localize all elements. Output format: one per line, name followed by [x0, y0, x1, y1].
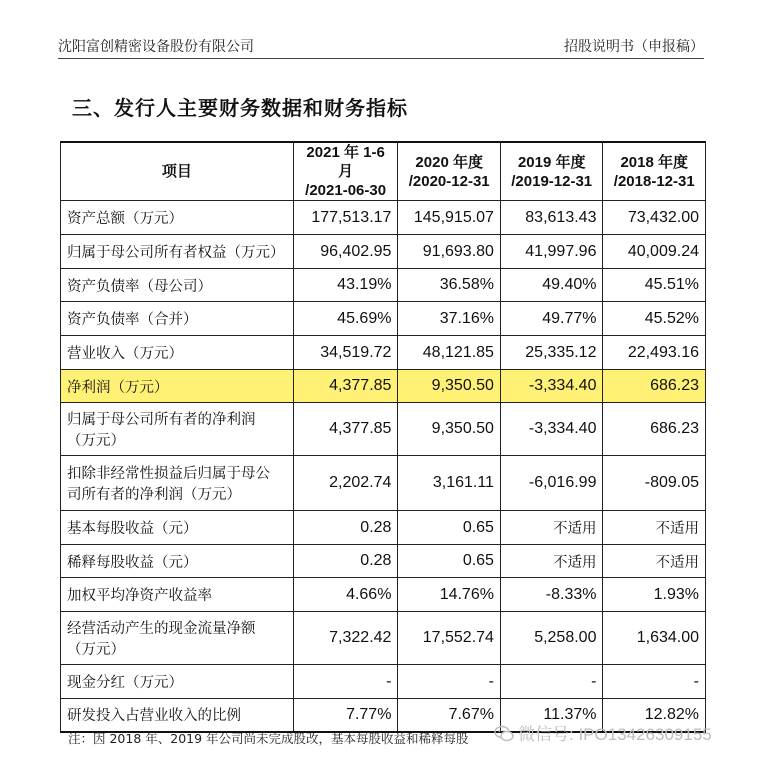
row-value: 0.28 — [293, 511, 398, 545]
header-line: 2018 年度 — [620, 153, 688, 171]
row-value: 41,997.96 — [500, 235, 603, 269]
row-label-line: 营业收入（万元） — [67, 346, 183, 362]
row-label-line: 加权平均净资产收益率 — [67, 588, 212, 604]
row-value: - — [398, 665, 501, 699]
header-item — [61, 142, 294, 201]
row-value: 5,258.00 — [500, 612, 603, 665]
row-value: 22,493.16 — [603, 336, 706, 370]
row-value: 1,634.00 — [603, 612, 706, 665]
row-label-line: 现金分红（万元） — [67, 675, 183, 691]
financial-data-table — [60, 141, 706, 733]
row-value: 34,519.72 — [293, 336, 398, 370]
row-value: 0.65 — [398, 545, 501, 578]
table-row — [61, 578, 706, 612]
row-value: 37.16% — [398, 302, 501, 336]
wechat-icon — [494, 725, 514, 743]
header-line: /2021-06-30 — [305, 182, 387, 199]
row-label — [61, 201, 294, 235]
header-line: /2019-12-31 — [511, 172, 593, 190]
row-value: -809.05 — [603, 456, 706, 511]
row-value: 83,613.43 — [500, 201, 603, 235]
row-label — [61, 336, 294, 370]
row-value: 49.40% — [500, 269, 603, 302]
row-label-line: 经营活动产生的现金流量净额 — [67, 621, 256, 637]
table-header-row — [61, 142, 706, 201]
row-value: 7.77% — [293, 699, 398, 732]
table-row — [61, 269, 706, 302]
row-value: 不适用 — [603, 545, 706, 578]
row-value: - — [500, 665, 603, 699]
table-row — [61, 511, 706, 545]
row-value: 49.77% — [500, 302, 603, 336]
row-label-line: 稀释每股收益（元） — [67, 554, 198, 571]
row-value: 25,335.12 — [500, 336, 603, 370]
row-label — [61, 370, 294, 403]
watermark-text: 微信号: IPO13426309155 — [518, 725, 712, 744]
row-value: 48,121.85 — [398, 336, 501, 370]
row-label — [61, 612, 294, 665]
row-label-line: 司所有者的净利润（万元） — [67, 487, 241, 503]
table-row — [61, 545, 706, 578]
row-label — [61, 302, 294, 336]
row-value: -8.33% — [500, 578, 603, 612]
row-value: 7.67% — [398, 699, 501, 732]
row-value: 36.58% — [398, 269, 501, 302]
header-period-3 — [500, 142, 603, 201]
header-period-2 — [398, 142, 501, 201]
row-value: 9,350.50 — [398, 370, 501, 403]
row-label — [61, 456, 294, 511]
table-row — [61, 235, 706, 269]
document-type: 招股说明书（申报稿） — [564, 39, 704, 55]
row-label-line: 资产负债率（合并） — [67, 312, 198, 328]
footnote: 注：因 2018 年、2019 年公司尚未完成股改，基本每股收益和稀释每股 — [68, 731, 469, 746]
row-value: 686.23 — [603, 403, 706, 456]
table-row — [61, 201, 706, 235]
header-period-1 — [293, 142, 398, 201]
header-line: 2019 年度 — [517, 153, 586, 171]
row-value: 7,322.42 — [293, 612, 398, 665]
row-label-line: 基本每股收益（元） — [67, 521, 198, 537]
table-row — [61, 336, 706, 370]
row-value: 12.82% — [603, 699, 706, 732]
row-value: 0.65 — [398, 511, 501, 545]
row-value: 4,377.85 — [293, 403, 398, 456]
row-value: -3,334.40 — [500, 370, 603, 403]
table-row — [61, 370, 706, 403]
row-value: -6,016.99 — [500, 456, 603, 511]
row-value: 不适用 — [603, 511, 706, 545]
page-header — [58, 34, 704, 56]
row-label-line: 净利润（万元） — [67, 379, 169, 396]
row-value: -3,334.40 — [500, 403, 603, 456]
row-label — [61, 665, 294, 699]
row-label-line: 资产总额（万元） — [67, 211, 183, 227]
row-value: 1.93% — [603, 578, 706, 612]
row-label — [61, 511, 294, 545]
row-label — [61, 578, 294, 612]
row-value: 14.76% — [398, 578, 501, 612]
table-body — [61, 201, 706, 732]
row-value: 43.19% — [293, 269, 398, 302]
row-value: - — [293, 665, 398, 699]
row-value: 145,915.07 — [398, 201, 501, 235]
row-label — [61, 235, 294, 269]
company-name: 沈阳富创精密设备股份有限公司 — [58, 39, 254, 55]
row-value: 45.52% — [603, 302, 706, 336]
row-value: - — [603, 665, 706, 699]
wechat-watermark — [494, 720, 712, 745]
header-line: 2020 年度 — [415, 153, 483, 171]
section-title: 三、发行人主要财务数据和财务指标 — [72, 96, 408, 120]
row-label-line: 研发投入占营业收入的比例 — [67, 708, 241, 725]
row-label-line: 归属于母公司所有者权益（万元） — [67, 245, 285, 261]
row-value: 3,161.11 — [398, 456, 501, 511]
row-value: 177,513.17 — [293, 201, 398, 235]
row-label-line: （万元） — [67, 642, 125, 658]
header-line: /2020-12-31 — [408, 172, 490, 190]
row-value: 40,009.24 — [603, 235, 706, 269]
row-label-line: 扣除非经常性损益后归属于母公 — [67, 466, 270, 482]
row-label — [61, 269, 294, 302]
row-label — [61, 403, 294, 456]
row-value: 4.66% — [293, 578, 398, 612]
table-row — [61, 456, 706, 511]
row-value: 45.51% — [603, 269, 706, 302]
row-value: 2,202.74 — [293, 456, 398, 511]
table-row — [61, 403, 706, 456]
table-row — [61, 612, 706, 665]
table-row — [61, 302, 706, 336]
row-value: 91,693.80 — [398, 235, 501, 269]
row-value: 不适用 — [500, 511, 603, 545]
header-line: /2018-12-31 — [613, 172, 695, 190]
row-value: 17,552.74 — [398, 612, 501, 665]
table-row — [61, 665, 706, 699]
row-value: 不适用 — [500, 545, 603, 578]
row-label — [61, 545, 294, 578]
row-value: 9,350.50 — [398, 403, 501, 456]
row-value: 4,377.85 — [293, 370, 398, 403]
row-value: 73,432.00 — [603, 201, 706, 235]
row-value: 45.69% — [293, 302, 398, 336]
header-line: 项目 — [161, 163, 192, 180]
row-label-line: （万元） — [67, 433, 125, 449]
header-period-4 — [603, 142, 706, 201]
row-label — [61, 699, 294, 732]
header-divider — [58, 58, 704, 59]
row-value: 11.37% — [500, 699, 603, 732]
row-value: 0.28 — [293, 545, 398, 578]
row-label-line: 资产负债率（母公司） — [67, 278, 212, 295]
header-line: 2021 年 1-6 月 — [306, 144, 385, 180]
row-label-line: 归属于母公司所有者的净利润 — [67, 412, 256, 428]
row-value: 686.23 — [603, 370, 706, 403]
row-value: 96,402.95 — [293, 235, 398, 269]
